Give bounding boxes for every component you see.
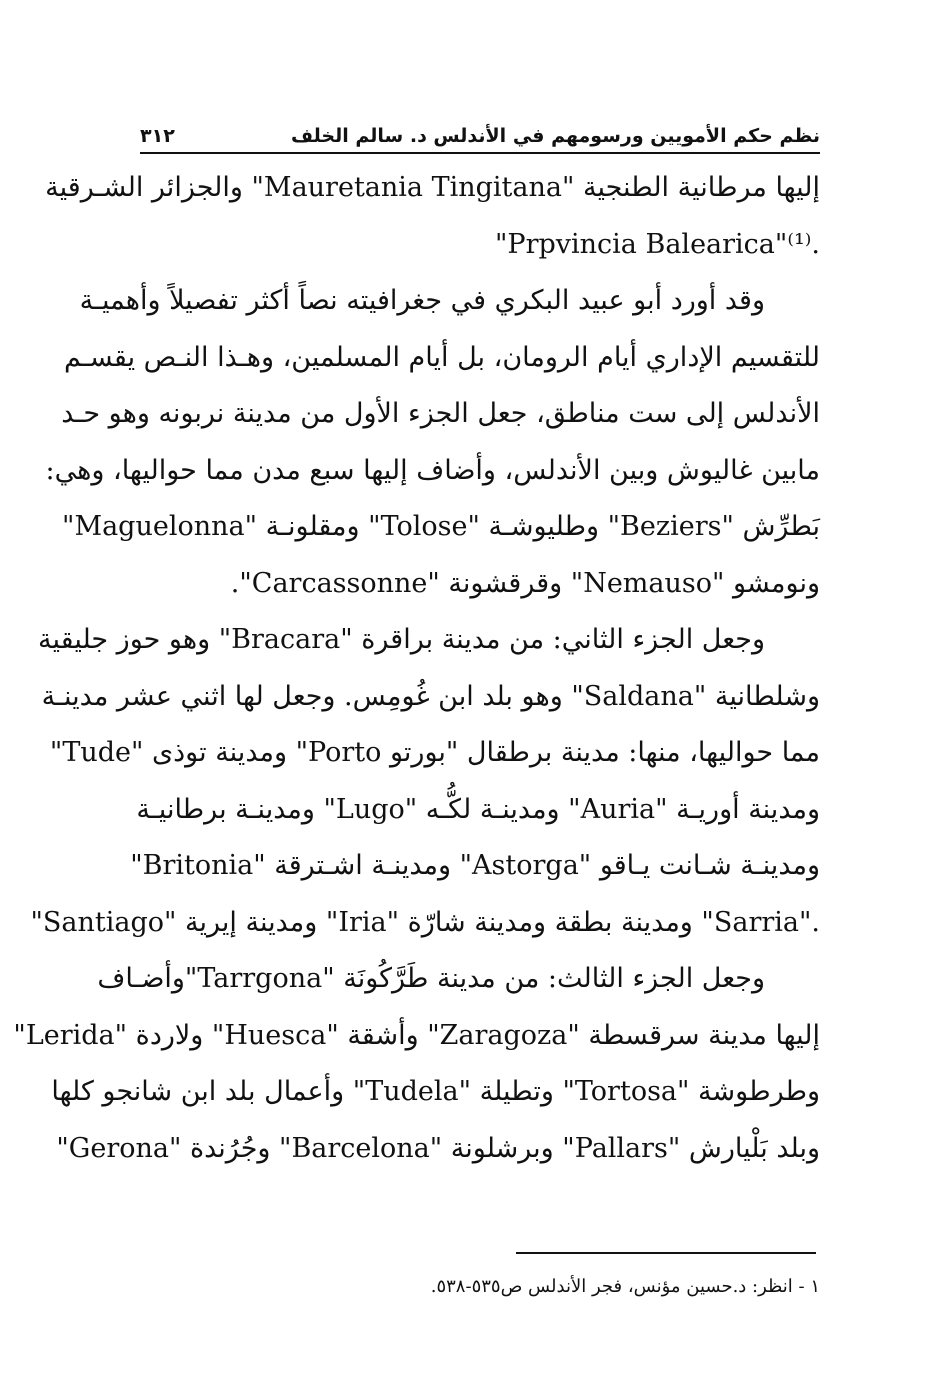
text-line: بَطرِّش "Beziers" وطليوشـة "Tolose" ومقلونـة "Maguelonna": [62, 511, 820, 542]
footnote-rule: [516, 1252, 816, 1254]
text-line: وبلد بَلْيارش "Pallars" وبرشلونة "Barcelona" وجُرُندة "Gerona": [56, 1132, 820, 1164]
text-line: إليها مرطانية الطنجية "Mauretania Tingitana" والجزائر الشـرقية: [45, 172, 820, 203]
text-line: ونومشو "Nemauso" وقرقشونة "Carcassonne".: [230, 567, 820, 599]
header-rule: [140, 152, 820, 154]
running-title: نظم حكم الأمويين ورسومهم في الأندلس د. سالم الخلف: [291, 125, 820, 147]
text-line: وطرطوشة "Tortosa" وتطيلة "Tudela" وأعمال بلد ابن شانجو كلها: [51, 1076, 820, 1107]
text-line: "Prpvincia Balearica"⁽¹⁾.: [495, 228, 820, 260]
text-line: ومدينة أوريـة "Auria" ومدينـة لكُّـه "Lugo" ومدينـة برطانيـة: [136, 793, 820, 825]
text-line: وقد أورد أبو عبيد البكري في جغرافيته نصاً أكثر تفصيلاً وأهميـة: [79, 285, 765, 316]
text-line: مابين غاليوش وبين الأندلس، وأضاف إليها سبع مدن مما حواليها، وهي:: [45, 454, 820, 486]
page-header: [140, 118, 820, 154]
text-line: مما حواليها، منها: مدينة برطقال "بورتو Porto" ومدينة توذى "Tude": [49, 737, 820, 768]
text-line: وجعل الجزء الثاني: من مدينة براقرة "Bracara" وهو حوز جليقية: [38, 624, 765, 655]
text-line: وشلطانية "Saldana" وهو بلد ابن غُومِس. وجعل لها اثني عشر مدينـة: [41, 680, 820, 712]
text-line: للتقسيم الإداري أيام الرومان، بل أيام المسلمين، وهـذا النـص يقسـم: [63, 341, 820, 373]
text-line: "Santiago" ومدينة إيرية "Iria" ومدينة بطقة ومدينة شارّة "Sarria".: [30, 906, 820, 938]
text-line: الأندلس إلى ست مناطق، جعل الجزء الأول من مدينة نربونه وهو حـد: [61, 398, 820, 429]
text-line: إليها مدينة سرقسطة "Zaragoza" وأشقة "Huesca" ولاردة "Lerida": [13, 1019, 820, 1051]
footnote: ١ - انظر: د.حسين مؤنس، فجر الأندلس ص٥٣٥-٥٣٨.: [430, 1276, 820, 1297]
page-number: ٣١٢: [140, 125, 175, 147]
text-line: وجعل الجزء الثالث: من مدينة طَرَّكُونَة "Tarrgona"وأضـاف: [97, 963, 765, 994]
body-text: [13, 160, 820, 1177]
text-line: "Britonia" ومدينـة اشـترقة "Astorga" ومدينـة شـانت يـاقو: [130, 850, 820, 881]
